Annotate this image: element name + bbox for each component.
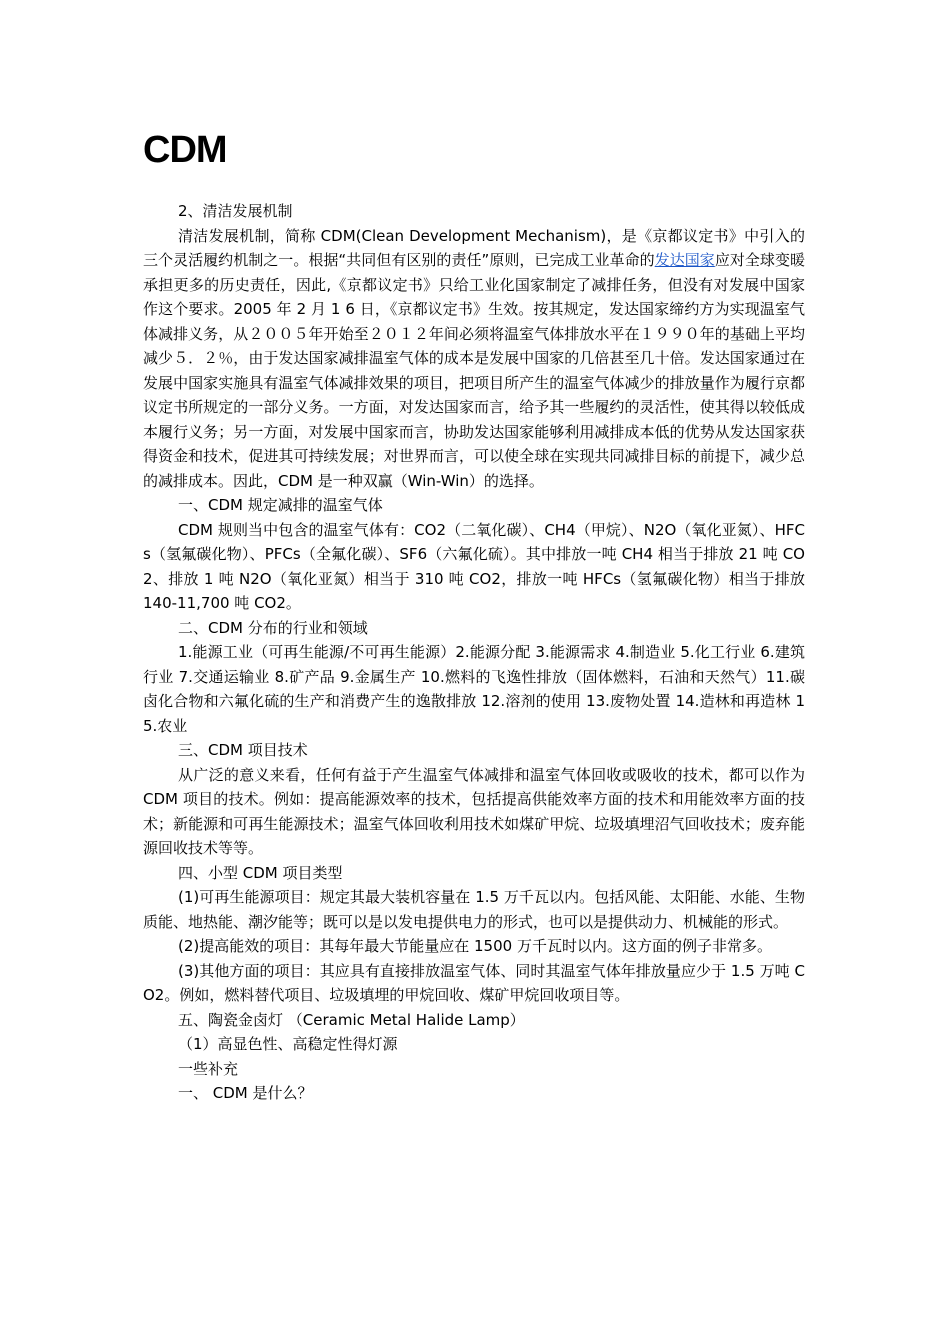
subheading-light-source: （1）高显色性、高稳定性得灯源: [178, 1035, 398, 1053]
developed-countries-link[interactable]: 发达国家: [654, 251, 715, 269]
paragraph-cdm-intro-part1: 清洁发展机制，简称 CDM(Clean Development Mechanism)，是《京都议定书》中引入的三个灵活履约机制之一。根据“共同但有区别的责任”原则，已完成工业革命的: [143, 226, 805, 269]
section-heading-technology: 三、CDM 项目技术: [178, 741, 308, 759]
section-heading-small-projects: 四、小型 CDM 项目类型: [178, 863, 343, 882]
subheading-supplement: 一些补充: [178, 1059, 239, 1078]
section-heading-cdm-mechanism: 2、清洁发展机制: [178, 202, 293, 220]
document-title: CDM: [143, 129, 227, 171]
paragraph-industries: 1.能源工业（可再生能源/不可再生能源）2.能源分配 3.能源需求 4.制造业 5.化工行业 6.建筑行业 7.交通运输业 8.矿产品 9.金属生产 10.燃料的飞逸性排放（固体燃料，石油和天然气）11.碳卤化合物和六氟化硫的生产和消费产生的逸散排放 12.溶剂的使用 13.废物处置 14.造林和再造林 15.农业: [143, 643, 805, 735]
document-body: [143, 199, 805, 1106]
paragraph-efficiency-projects: (2)提高能效的项目：其每年最大节能量应在 1500 万千瓦时以内。这方面的例子非常多。: [178, 937, 772, 955]
section-heading-ceramic-lamp: 五、陶瓷金卤灯 （Ceramic Metal Halide Lamp）: [178, 1010, 525, 1029]
subheading-what-is-cdm: 一、 CDM 是什么？: [178, 1084, 313, 1102]
section-heading-greenhouse-gases: 一、CDM 规定减排的温室气体: [178, 496, 383, 514]
section-heading-industries: 二、CDM 分布的行业和领域: [178, 618, 368, 637]
paragraph-other-projects: (3)其他方面的项目：其应具有直接排放温室气体、同时其温室气体年排放量应少于 1.5 万吨 CO2。例如，燃料替代项目、垃圾填埋的甲烷回收、煤矿甲烷回收项目等。: [143, 961, 805, 1004]
paragraph-cdm-intro-part2: 应对全球变暖承担更多的历史责任，因此,《京都议定书》只给工业化国家制定了减排任务，但没有对发展中国家作这个要求。2005 年 2 月 1 6 日，《京都议定书》生效。按其规定，发达国家缔约方为实现温室气体减排义务，从２００５年开始至２０１２年间必须将温室气体排放水平在１９９０年的基础上平均减少５．２％，由于发达国家减排温室气体的成本是发展中国家的几倍甚至几十倍。发达国家通过在发展中国家实施具有温室气体减排效果的项目，把项目所产生的温室气体减少的排放量作为履行京都议定书所规定的一部分义务。一方面，对发达国家而言，给予其一些履约的灵活性，使其得以较低成本履行义务；另一方面，对发展中国家而言，协助发达国家能够利用减排成本低的优势从发达国家获得资金和技术，促进其可持续发展；对世界而言，可以使全球在实现共同减排目标的前提下，减少总的减排成本。因此，CDM 是一种双赢（Win-Win）的选择。: [143, 251, 805, 490]
paragraph-cdm-intro: [143, 224, 805, 494]
paragraph-technology: 从广泛的意义来看，任何有益于产生温室气体减排和温室气体回收或吸收的技术，都可以作为 CDM 项目的技术。例如：提高能源效率的技术，包括提高供能效率方面的技术和用能效率方面的技术；新能源和可再生能源技术；温室气体回收利用技术如煤矿甲烷、垃圾填埋沼气回收技术；废弃能源回收技术等等。: [143, 765, 805, 857]
paragraph-greenhouse-gases: CDM 规则当中包含的温室气体有：CO2（二氧化碳）、CH4（甲烷）、N2O（氧化亚氮）、HFCs（氢氟碳化物）、PFCs（全氟化碳）、SF6（六氟化硫）。其中排放一吨 CH4 相当于排放 21 吨 CO2、排放 1 吨 N2O（氧化亚氮）相当于 310 吨 CO2，排放一吨 HFCs（氢氟碳化物）相当于排放 140-11,700 吨 CO2。: [143, 520, 805, 612]
paragraph-renewable-projects: (1)可再生能源项目：规定其最大装机容量在 1.5 万千瓦以内。包括风能、太阳能、水能、生物质能、地热能、潮汐能等；既可以是以发电提供电力的形式，也可以是提供动力、机械能的形式。: [143, 888, 805, 931]
